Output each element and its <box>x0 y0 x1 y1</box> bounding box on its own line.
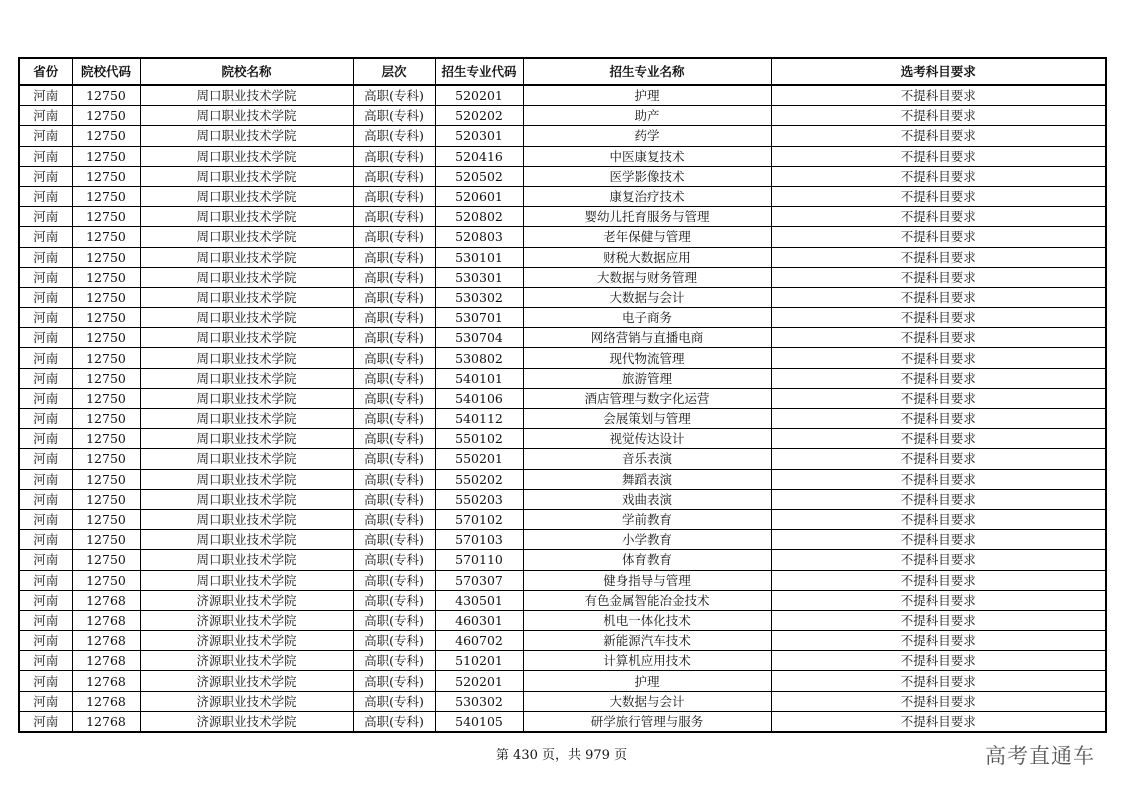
cell-province: 河南 <box>19 671 72 691</box>
cell-province: 河南 <box>19 146 72 166</box>
cell-province: 河南 <box>19 449 72 469</box>
cell-school-name: 周口职业技术学院 <box>140 530 353 550</box>
cell-subject-requirement: 不提科目要求 <box>771 227 1106 247</box>
cell-major-code: 540112 <box>435 409 523 429</box>
cell-province: 河南 <box>19 348 72 368</box>
cell-major-code: 570102 <box>435 509 523 529</box>
cell-province: 河南 <box>19 550 72 570</box>
cell-major-name: 戏曲表演 <box>523 489 771 509</box>
cell-province: 河南 <box>19 308 72 328</box>
cell-level: 高职(专科) <box>353 651 435 671</box>
cell-level: 高职(专科) <box>353 530 435 550</box>
table-row <box>19 227 1106 247</box>
cell-school-name: 周口职业技术学院 <box>140 186 353 206</box>
cell-level: 高职(专科) <box>353 328 435 348</box>
cell-province: 河南 <box>19 651 72 671</box>
cell-province: 河南 <box>19 186 72 206</box>
cell-level: 高职(专科) <box>353 287 435 307</box>
cell-school-code: 12750 <box>72 449 140 469</box>
cell-major-name: 会展策划与管理 <box>523 409 771 429</box>
cell-subject-requirement: 不提科目要求 <box>771 267 1106 287</box>
cell-major-name: 研学旅行管理与服务 <box>523 711 771 732</box>
cell-school-name: 济源职业技术学院 <box>140 671 353 691</box>
table-row <box>19 671 1106 691</box>
cell-school-code: 12768 <box>72 590 140 610</box>
cell-subject-requirement: 不提科目要求 <box>771 166 1106 186</box>
table-row <box>19 207 1106 227</box>
cell-school-code: 12768 <box>72 671 140 691</box>
cell-subject-requirement: 不提科目要求 <box>771 429 1106 449</box>
cell-province: 河南 <box>19 691 72 711</box>
cell-province: 河南 <box>19 166 72 186</box>
cell-school-code: 12768 <box>72 691 140 711</box>
cell-level: 高职(专科) <box>353 106 435 126</box>
table-row <box>19 651 1106 671</box>
header-subject-requirement: 选考科目要求 <box>771 58 1106 85</box>
cell-school-code: 12750 <box>72 287 140 307</box>
cell-province: 河南 <box>19 267 72 287</box>
cell-major-name: 老年保健与管理 <box>523 227 771 247</box>
cell-school-name: 周口职业技术学院 <box>140 308 353 328</box>
cell-major-code: 570103 <box>435 530 523 550</box>
cell-major-code: 530704 <box>435 328 523 348</box>
cell-school-name: 周口职业技术学院 <box>140 469 353 489</box>
cell-subject-requirement: 不提科目要求 <box>771 489 1106 509</box>
cell-major-name: 有色金属智能冶金技术 <box>523 590 771 610</box>
cell-school-name: 济源职业技术学院 <box>140 651 353 671</box>
cell-school-name: 周口职业技术学院 <box>140 348 353 368</box>
cell-province: 河南 <box>19 489 72 509</box>
cell-level: 高职(专科) <box>353 469 435 489</box>
table-header-row <box>19 58 1106 85</box>
cell-school-code: 12750 <box>72 146 140 166</box>
cell-province: 河南 <box>19 429 72 449</box>
cell-major-name: 旅游管理 <box>523 368 771 388</box>
cell-school-code: 12768 <box>72 610 140 630</box>
cell-major-name: 婴幼儿托育服务与管理 <box>523 207 771 227</box>
table-row <box>19 610 1106 630</box>
cell-school-name: 周口职业技术学院 <box>140 328 353 348</box>
cell-major-code: 460702 <box>435 631 523 651</box>
cell-major-code: 530301 <box>435 267 523 287</box>
cell-subject-requirement: 不提科目要求 <box>771 570 1106 590</box>
cell-school-name: 济源职业技术学院 <box>140 610 353 630</box>
watermark-logo-text: 高考直通车 <box>985 744 1095 768</box>
cell-major-name: 护理 <box>523 671 771 691</box>
header-school-code: 院校代码 <box>72 58 140 85</box>
table-row <box>19 85 1106 106</box>
cell-subject-requirement: 不提科目要求 <box>771 328 1106 348</box>
cell-major-name: 药学 <box>523 126 771 146</box>
cell-major-code: 520502 <box>435 166 523 186</box>
table-row <box>19 631 1106 651</box>
cell-level: 高职(专科) <box>353 590 435 610</box>
cell-major-name: 医学影像技术 <box>523 166 771 186</box>
cell-subject-requirement: 不提科目要求 <box>771 388 1106 408</box>
cell-level: 高职(专科) <box>353 489 435 509</box>
cell-major-name: 大数据与会计 <box>523 287 771 307</box>
cell-major-name: 酒店管理与数字化运营 <box>523 388 771 408</box>
cell-school-name: 济源职业技术学院 <box>140 711 353 732</box>
cell-school-name: 周口职业技术学院 <box>140 368 353 388</box>
cell-major-code: 520416 <box>435 146 523 166</box>
cell-school-code: 12750 <box>72 328 140 348</box>
cell-level: 高职(专科) <box>353 146 435 166</box>
cell-major-code: 550203 <box>435 489 523 509</box>
cell-school-code: 12750 <box>72 368 140 388</box>
cell-major-code: 570110 <box>435 550 523 570</box>
table-row <box>19 691 1106 711</box>
cell-school-name: 济源职业技术学院 <box>140 691 353 711</box>
cell-major-name: 助产 <box>523 106 771 126</box>
cell-school-name: 周口职业技术学院 <box>140 409 353 429</box>
cell-subject-requirement: 不提科目要求 <box>771 146 1106 166</box>
cell-major-name: 新能源汽车技术 <box>523 631 771 651</box>
cell-subject-requirement: 不提科目要求 <box>771 469 1106 489</box>
cell-major-code: 520201 <box>435 85 523 106</box>
cell-subject-requirement: 不提科目要求 <box>771 530 1106 550</box>
cell-major-name: 机电一体化技术 <box>523 610 771 630</box>
cell-major-code: 430501 <box>435 590 523 610</box>
table-row <box>19 409 1106 429</box>
cell-province: 河南 <box>19 247 72 267</box>
cell-province: 河南 <box>19 368 72 388</box>
cell-school-code: 12768 <box>72 631 140 651</box>
cell-major-name: 舞蹈表演 <box>523 469 771 489</box>
cell-subject-requirement: 不提科目要求 <box>771 308 1106 328</box>
cell-school-code: 12750 <box>72 530 140 550</box>
table-row <box>19 469 1106 489</box>
cell-subject-requirement: 不提科目要求 <box>771 509 1106 529</box>
cell-school-name: 周口职业技术学院 <box>140 166 353 186</box>
cell-province: 河南 <box>19 227 72 247</box>
table-row <box>19 509 1106 529</box>
cell-school-code: 12750 <box>72 509 140 529</box>
cell-school-name: 周口职业技术学院 <box>140 227 353 247</box>
cell-major-code: 540101 <box>435 368 523 388</box>
cell-school-name: 周口职业技术学院 <box>140 106 353 126</box>
cell-subject-requirement: 不提科目要求 <box>771 610 1106 630</box>
cell-school-name: 周口职业技术学院 <box>140 449 353 469</box>
cell-major-code: 530302 <box>435 287 523 307</box>
cell-subject-requirement: 不提科目要求 <box>771 550 1106 570</box>
cell-level: 高职(专科) <box>353 227 435 247</box>
cell-school-name: 周口职业技术学院 <box>140 489 353 509</box>
cell-subject-requirement: 不提科目要求 <box>771 590 1106 610</box>
cell-major-name: 音乐表演 <box>523 449 771 469</box>
cell-province: 河南 <box>19 469 72 489</box>
cell-school-code: 12750 <box>72 106 140 126</box>
cell-major-name: 健身指导与管理 <box>523 570 771 590</box>
cell-province: 河南 <box>19 106 72 126</box>
cell-level: 高职(专科) <box>353 449 435 469</box>
table-row <box>19 348 1106 368</box>
cell-major-name: 学前教育 <box>523 509 771 529</box>
table-row <box>19 530 1106 550</box>
cell-school-code: 12750 <box>72 227 140 247</box>
header-major-name: 招生专业名称 <box>523 58 771 85</box>
cell-level: 高职(专科) <box>353 671 435 691</box>
cell-school-code: 12750 <box>72 388 140 408</box>
cell-school-code: 12768 <box>72 651 140 671</box>
table-row <box>19 590 1106 610</box>
cell-major-code: 550202 <box>435 469 523 489</box>
cell-school-code: 12750 <box>72 85 140 106</box>
cell-province: 河南 <box>19 409 72 429</box>
cell-major-code: 540106 <box>435 388 523 408</box>
cell-subject-requirement: 不提科目要求 <box>771 368 1106 388</box>
cell-subject-requirement: 不提科目要求 <box>771 207 1106 227</box>
cell-major-name: 护理 <box>523 85 771 106</box>
cell-subject-requirement: 不提科目要求 <box>771 651 1106 671</box>
table-row <box>19 711 1106 732</box>
cell-major-name: 大数据与会计 <box>523 691 771 711</box>
cell-level: 高职(专科) <box>353 509 435 529</box>
cell-school-name: 周口职业技术学院 <box>140 85 353 106</box>
cell-major-name: 现代物流管理 <box>523 348 771 368</box>
cell-major-code: 540105 <box>435 711 523 732</box>
cell-level: 高职(专科) <box>353 610 435 630</box>
cell-subject-requirement: 不提科目要求 <box>771 287 1106 307</box>
table-row <box>19 247 1106 267</box>
cell-school-name: 周口职业技术学院 <box>140 146 353 166</box>
cell-level: 高职(专科) <box>353 348 435 368</box>
cell-major-code: 520601 <box>435 186 523 206</box>
table-row <box>19 489 1106 509</box>
cell-major-code: 520202 <box>435 106 523 126</box>
cell-school-code: 12750 <box>72 489 140 509</box>
cell-school-code: 12750 <box>72 207 140 227</box>
cell-province: 河南 <box>19 207 72 227</box>
cell-major-code: 530302 <box>435 691 523 711</box>
cell-province: 河南 <box>19 85 72 106</box>
cell-school-code: 12750 <box>72 308 140 328</box>
cell-school-name: 周口职业技术学院 <box>140 126 353 146</box>
cell-school-name: 济源职业技术学院 <box>140 590 353 610</box>
cell-major-name: 财税大数据应用 <box>523 247 771 267</box>
cell-school-code: 12750 <box>72 166 140 186</box>
cell-major-name: 视觉传达设计 <box>523 429 771 449</box>
cell-major-name: 中医康复技术 <box>523 146 771 166</box>
cell-school-name: 周口职业技术学院 <box>140 570 353 590</box>
cell-level: 高职(专科) <box>353 631 435 651</box>
cell-major-code: 550102 <box>435 429 523 449</box>
table-row <box>19 550 1106 570</box>
cell-level: 高职(专科) <box>353 85 435 106</box>
cell-school-code: 12750 <box>72 186 140 206</box>
cell-province: 河南 <box>19 570 72 590</box>
cell-major-code: 530701 <box>435 308 523 328</box>
table-row <box>19 388 1106 408</box>
cell-major-code: 520802 <box>435 207 523 227</box>
cell-level: 高职(专科) <box>353 207 435 227</box>
cell-school-name: 济源职业技术学院 <box>140 631 353 651</box>
cell-province: 河南 <box>19 631 72 651</box>
cell-subject-requirement: 不提科目要求 <box>771 126 1106 146</box>
cell-school-name: 周口职业技术学院 <box>140 550 353 570</box>
cell-school-code: 12768 <box>72 711 140 732</box>
cell-level: 高职(专科) <box>353 409 435 429</box>
cell-level: 高职(专科) <box>353 570 435 590</box>
table-row <box>19 126 1106 146</box>
cell-major-name: 网络营销与直播电商 <box>523 328 771 348</box>
cell-major-code: 510201 <box>435 651 523 671</box>
cell-major-code: 460301 <box>435 610 523 630</box>
cell-level: 高职(专科) <box>353 126 435 146</box>
admission-requirements-table <box>18 57 1107 733</box>
cell-school-name: 周口职业技术学院 <box>140 509 353 529</box>
cell-school-name: 周口职业技术学院 <box>140 287 353 307</box>
cell-level: 高职(专科) <box>353 550 435 570</box>
cell-level: 高职(专科) <box>353 691 435 711</box>
cell-school-name: 周口职业技术学院 <box>140 429 353 449</box>
cell-province: 河南 <box>19 328 72 348</box>
table-row <box>19 308 1106 328</box>
cell-major-code: 520803 <box>435 227 523 247</box>
cell-subject-requirement: 不提科目要求 <box>771 711 1106 732</box>
page-number-text: 第 430 页，共 979 页 <box>495 748 628 763</box>
cell-major-name: 康复治疗技术 <box>523 186 771 206</box>
cell-level: 高职(专科) <box>353 166 435 186</box>
cell-subject-requirement: 不提科目要求 <box>771 348 1106 368</box>
cell-major-name: 计算机应用技术 <box>523 651 771 671</box>
header-major-code: 招生专业代码 <box>435 58 523 85</box>
cell-level: 高职(专科) <box>353 388 435 408</box>
table-row <box>19 106 1106 126</box>
cell-school-code: 12750 <box>72 348 140 368</box>
cell-level: 高职(专科) <box>353 368 435 388</box>
cell-level: 高职(专科) <box>353 267 435 287</box>
cell-subject-requirement: 不提科目要求 <box>771 186 1106 206</box>
cell-level: 高职(专科) <box>353 711 435 732</box>
cell-school-code: 12750 <box>72 126 140 146</box>
cell-province: 河南 <box>19 509 72 529</box>
cell-major-name: 小学教育 <box>523 530 771 550</box>
table-row <box>19 287 1106 307</box>
table-row <box>19 570 1106 590</box>
table-row <box>19 368 1106 388</box>
page-footer <box>0 744 1123 763</box>
cell-province: 河南 <box>19 711 72 732</box>
table-row <box>19 449 1106 469</box>
cell-level: 高职(专科) <box>353 429 435 449</box>
cell-school-code: 12750 <box>72 570 140 590</box>
cell-subject-requirement: 不提科目要求 <box>771 85 1106 106</box>
cell-subject-requirement: 不提科目要求 <box>771 691 1106 711</box>
cell-school-name: 周口职业技术学院 <box>140 388 353 408</box>
header-province: 省份 <box>19 58 72 85</box>
cell-subject-requirement: 不提科目要求 <box>771 449 1106 469</box>
cell-major-name: 大数据与财务管理 <box>523 267 771 287</box>
cell-major-name: 电子商务 <box>523 308 771 328</box>
cell-province: 河南 <box>19 590 72 610</box>
cell-major-code: 520301 <box>435 126 523 146</box>
cell-school-code: 12750 <box>72 267 140 287</box>
cell-subject-requirement: 不提科目要求 <box>771 409 1106 429</box>
header-school-name: 院校名称 <box>140 58 353 85</box>
table-row <box>19 429 1106 449</box>
cell-province: 河南 <box>19 610 72 630</box>
table-row <box>19 186 1106 206</box>
cell-school-code: 12750 <box>72 429 140 449</box>
cell-province: 河南 <box>19 388 72 408</box>
cell-level: 高职(专科) <box>353 247 435 267</box>
table-row <box>19 166 1106 186</box>
table-row <box>19 267 1106 287</box>
cell-subject-requirement: 不提科目要求 <box>771 671 1106 691</box>
header-level: 层次 <box>353 58 435 85</box>
cell-school-code: 12750 <box>72 550 140 570</box>
cell-major-code: 530802 <box>435 348 523 368</box>
cell-major-code: 550201 <box>435 449 523 469</box>
table-row <box>19 328 1106 348</box>
cell-major-name: 体育教育 <box>523 550 771 570</box>
cell-province: 河南 <box>19 126 72 146</box>
cell-province: 河南 <box>19 287 72 307</box>
cell-major-code: 570307 <box>435 570 523 590</box>
cell-major-code: 530101 <box>435 247 523 267</box>
table-row <box>19 146 1106 166</box>
cell-level: 高职(专科) <box>353 186 435 206</box>
cell-subject-requirement: 不提科目要求 <box>771 247 1106 267</box>
cell-school-code: 12750 <box>72 469 140 489</box>
cell-major-code: 520201 <box>435 671 523 691</box>
cell-school-name: 周口职业技术学院 <box>140 267 353 287</box>
cell-subject-requirement: 不提科目要求 <box>771 106 1106 126</box>
cell-school-name: 周口职业技术学院 <box>140 247 353 267</box>
cell-province: 河南 <box>19 530 72 550</box>
cell-subject-requirement: 不提科目要求 <box>771 631 1106 651</box>
cell-school-name: 周口职业技术学院 <box>140 207 353 227</box>
cell-school-code: 12750 <box>72 409 140 429</box>
cell-level: 高职(专科) <box>353 308 435 328</box>
cell-school-code: 12750 <box>72 247 140 267</box>
